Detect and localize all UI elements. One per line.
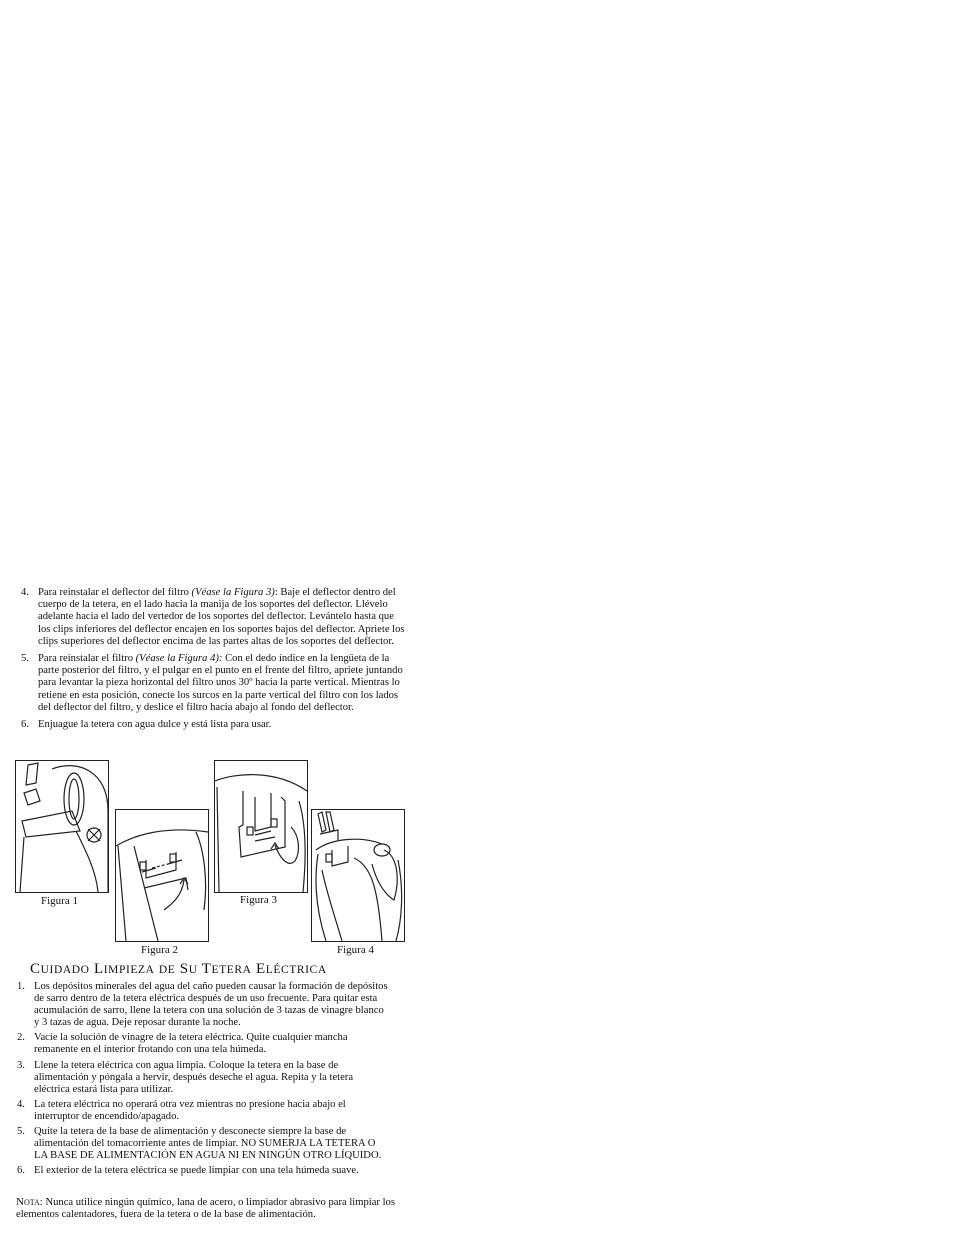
item-number: 3. (17, 1059, 25, 1071)
figure-4-image (311, 809, 405, 942)
figure-1-caption: Figura 1 (41, 895, 78, 907)
item-number: 2. (17, 1032, 25, 1044)
reinstall-steps-list (16, 587, 408, 736)
list-item (16, 587, 408, 648)
figure-3-caption: Figura 3 (240, 894, 277, 906)
item-text: Quite la tetera de la base de alimentación y desconecte siempre la base de alimentación del tomacorriente antes de limpiar. NO SUMERJA LA TETERA O LA BASE DE ALIMENTACIÓN EN AGUA NI EN NINGÚN OTRO LÍQUIDO. (34, 1126, 382, 1162)
item-number: 5. (21, 653, 29, 665)
item-text: Para reinstalar el filtro (38, 653, 136, 665)
figure-4-caption: Figura 4 (337, 944, 374, 956)
list-item (12, 1060, 390, 1096)
item-text: Llene la tetera eléctrica con agua limpia. Coloque la tetera en la base de alimentación y póngala a hervir, después deseche el agua. Repita y la tetera eléctrica estará lista para utilizar. (34, 1059, 354, 1095)
list-item (12, 1126, 390, 1162)
item-number: 6. (17, 1165, 25, 1177)
item-number: 5. (17, 1126, 25, 1138)
item-number: 4. (17, 1098, 25, 1110)
nota-text: Nunca utilice ningún químico, lana de acero, o limpiador abrasivo para limpiar los elementos calentadores, fuera de la tetera o de la base de alimentación. (16, 1197, 395, 1221)
figure-3-image (214, 760, 308, 893)
item-number: 4. (21, 587, 29, 598)
list-item (16, 719, 408, 731)
item-text: La tetera eléctrica no operará otra vez mientras no presione hacia abajo el interruptor de encendido/apagado. (34, 1098, 346, 1122)
figure-1-image (15, 760, 109, 893)
item-text-cont: : Baje el deflector dentro del cuerpo de la tetera, en el lado hacia la manija de los soportes del deflector. Llévelo adelante hacia el lado del vertedor de los soportes del deflector. Levántelo hasta que los clips inferiores del deflector encajen en los soportes bajos del deflector. Apriete los clips superiores del deflector encima de las partes altas de los soportes del deflector. (38, 587, 405, 647)
section-heading: CUIDADO LIMPIEZA DE SU TETERA ELÉCTRICA (30, 961, 327, 977)
item-text: Los depósitos minerales del agua del caño pueden causar la formación de depósitos de sarro dentro de la tetera eléctrica después de un uso frecuente. Para quitar esta acumulación de sarro, llene la tetera con una solución de 3 tazas de vinagre blanco y 3 tazas de agua. Deje reposar durante la noche. (34, 981, 388, 1029)
figure-2-image (115, 809, 209, 942)
nota-label: Nota: (16, 1196, 43, 1208)
cleaning-steps-list (12, 981, 390, 1180)
item-text-cont: Con el dedo índice en la lengüeta de la parte posterior del filtro, y el pulgar en el punto en el frente del filtro, apriete juntando para levantar la pieza horizontal del filtro unos 30º hacia la parte vertical. Mientras lo retiene en esta posición, conecte los surcos en la parte vertical del filtro con los lados del deflector del filtro, y deslice el filtro hacia abajo al fondo del deflector. (38, 653, 403, 713)
item-text: Para reinstalar el deflector del filtro (38, 587, 192, 598)
figure-2-caption: Figura 2 (141, 944, 178, 956)
item-text: El exterior de la tetera eléctrica se puede limpiar con una tela húmeda suave. (34, 1165, 359, 1177)
list-item (12, 981, 390, 1029)
nota-paragraph (16, 1196, 401, 1221)
item-text: Enjuague la tetera con agua dulce y está lista para usar. (38, 719, 272, 731)
list-item (12, 1099, 390, 1123)
list-item (12, 1165, 390, 1177)
figure-reference: (Véase la Figura 3) (191, 587, 275, 598)
list-item (12, 1032, 390, 1056)
item-text: Vacíe la solución de vinagre de la tetera eléctrica. Quite cualquier mancha remanente en el interior frotando con una tela húmeda. (34, 1032, 348, 1056)
figure-reference: (Véase la Figura 4): (135, 653, 223, 665)
item-number: 1. (17, 981, 25, 992)
item-number: 6. (21, 719, 29, 731)
list-item (16, 653, 408, 714)
